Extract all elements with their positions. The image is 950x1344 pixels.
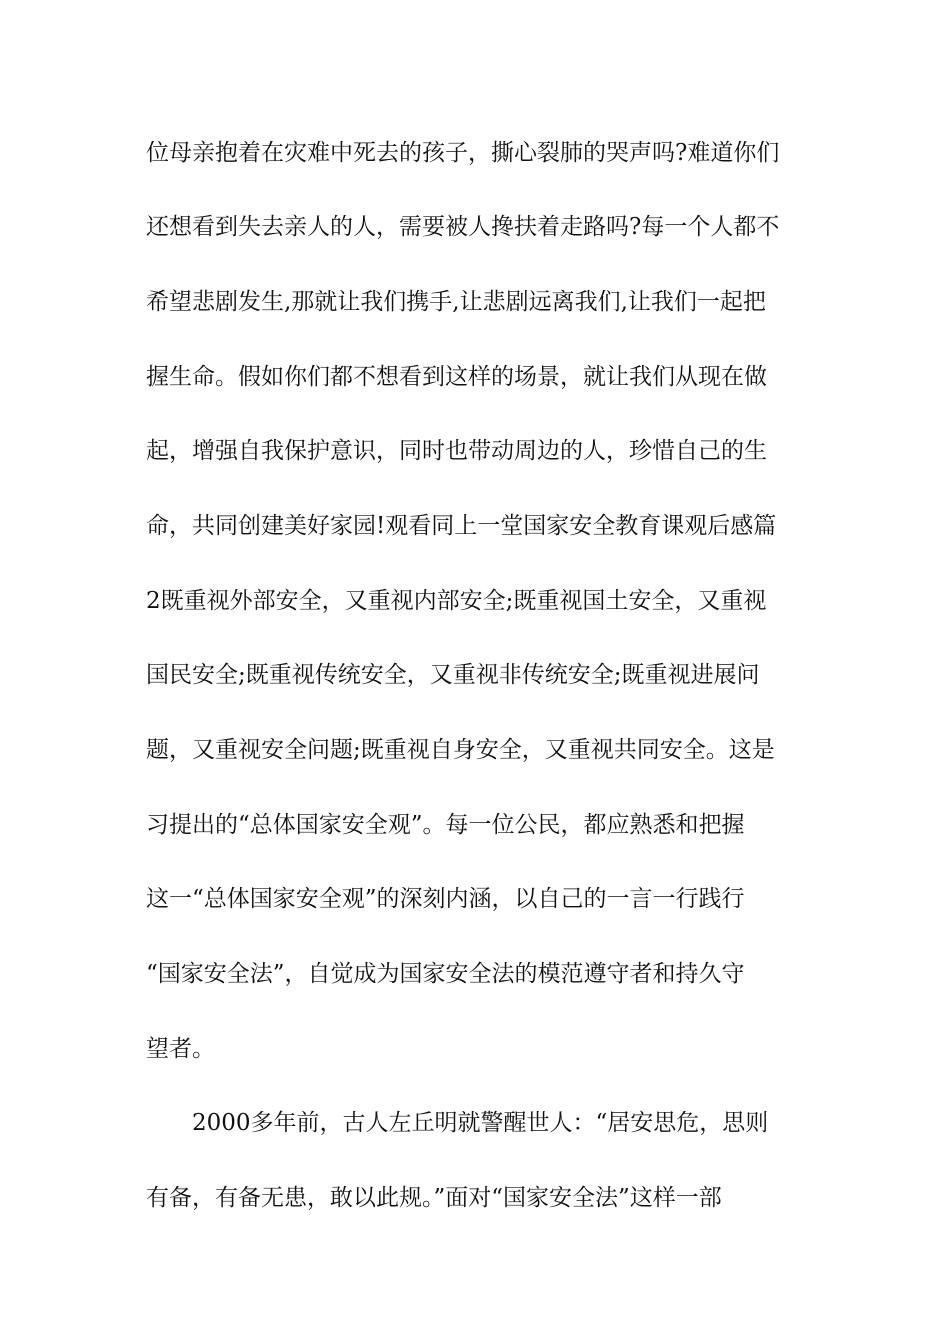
text-line-6: 命，共同创建美好家园!观看同上一堂国家安全教育课观后感篇 [146, 513, 777, 539]
text-line-12: “国家安全法”，自觉成为国家安全法的模范遵守者和持久守 [146, 961, 745, 987]
text-line-1: 位母亲抱着在灾难中死去的孩子，撕心裂肺的哭声吗?难道你们 [146, 140, 780, 166]
text-line-2: 还想看到失去亲人的人，需要被人搀扶着走路吗?每一个人都不 [146, 214, 780, 240]
text-line-4: 握生命。假如你们都不想看到这样的场景，就让我们从现在做 [146, 364, 767, 390]
text-line-13: 望者。 [146, 1036, 215, 1062]
text-line-5: 起，增强自我保护意识，同时也带动周边的人，珍惜自己的生 [146, 438, 767, 464]
text-line-15: 有备，有备无患，敢以此规。”面对“国家安全法”这样一部 [146, 1185, 722, 1211]
text-line-8: 国民安全;既重视传统安全，又重视非传统安全;既重视进展问 [146, 662, 760, 688]
text-line-10: 习提出的“总体国家安全观”。每一位公民，都应熟悉和把握 [146, 812, 745, 838]
text-line-9: 题，又重视安全问题;既重视自身安全，又重视共同安全。这是 [146, 737, 775, 763]
text-line-14: 2000多年前，古人左丘明就警醒世人：“居安思危，思则 [192, 1110, 769, 1136]
text-line-11: 这一“总体国家安全观”的深刻内涵，以自己的一言一行践行 [146, 886, 745, 912]
text-line-7: 2既重视外部安全，又重视内部安全;既重视国土安全，又重视 [146, 588, 767, 614]
text-line-3: 希望悲剧发生,那就让我们携手,让悲剧远离我们,让我们一起把 [146, 289, 766, 315]
